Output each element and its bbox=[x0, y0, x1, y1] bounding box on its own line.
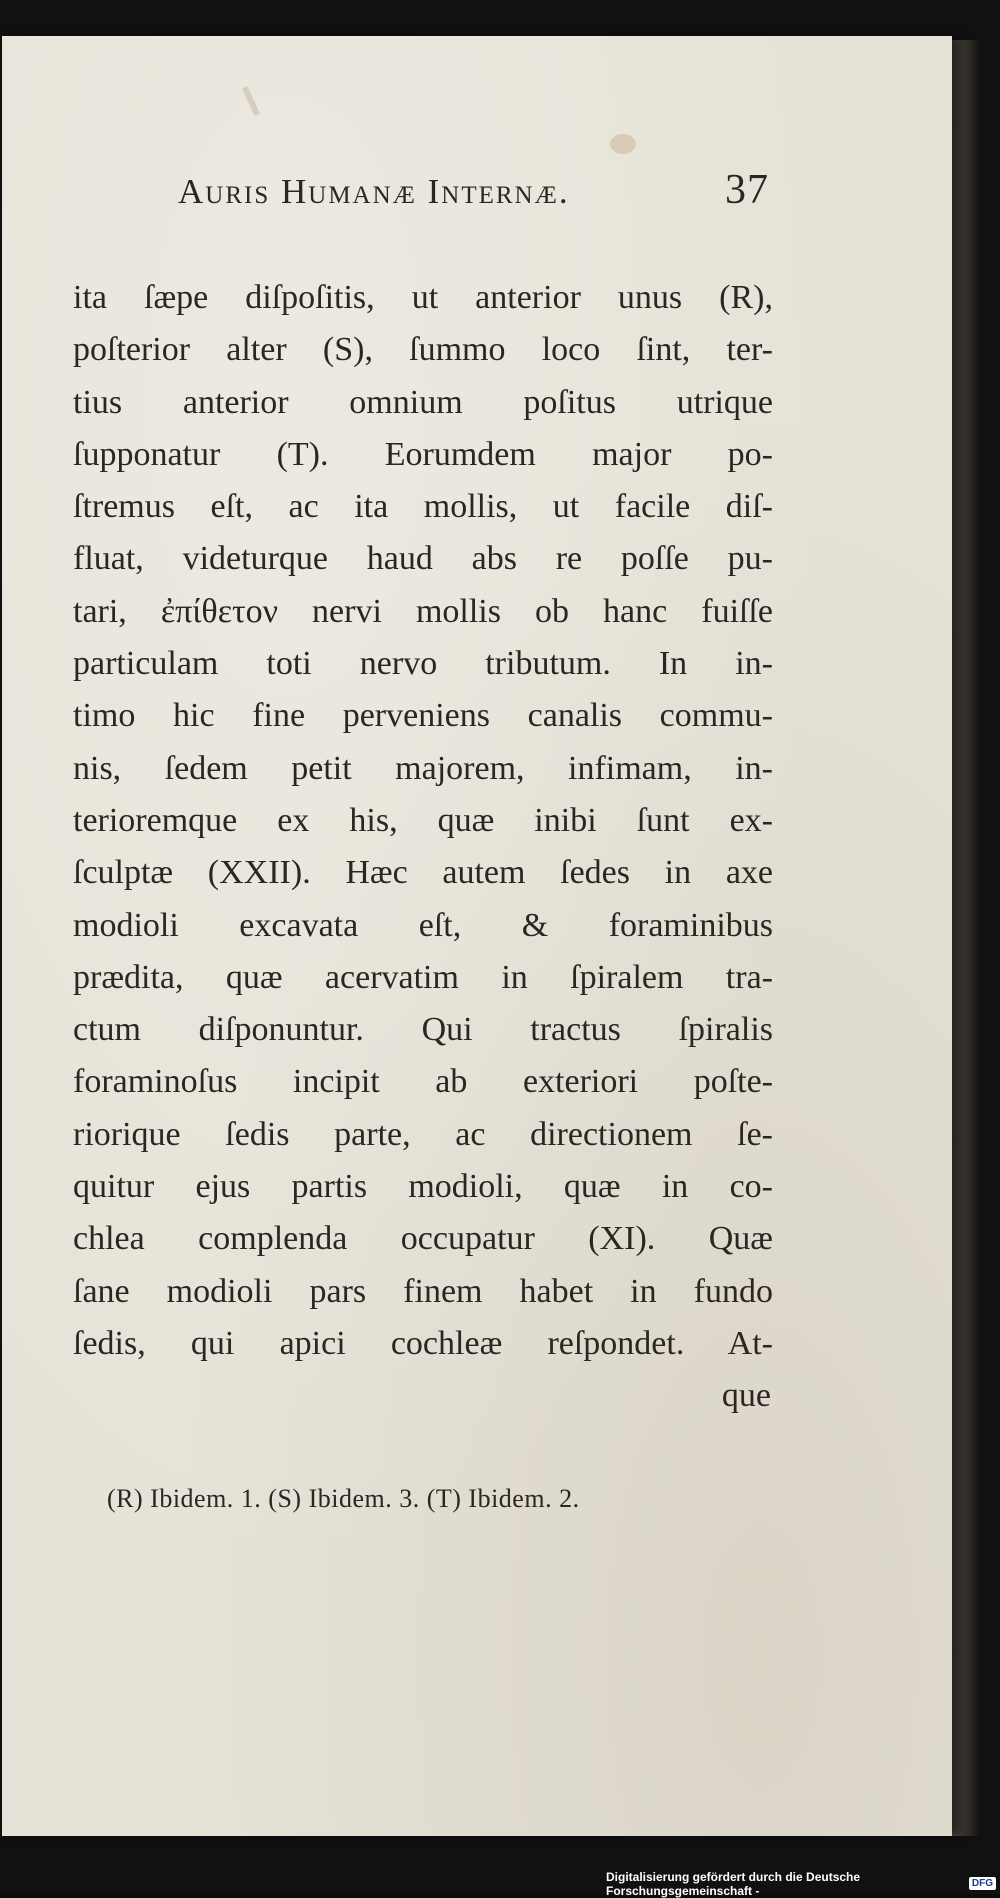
text-line: particulam toti nervo tributum. In in- bbox=[73, 645, 773, 683]
text-line: ſculptæ (XXII). Hæc autem ſedes in axe bbox=[73, 854, 773, 892]
text-line: ſtremus eſt, ac ita mollis, ut facile diſ- bbox=[73, 488, 773, 526]
text-line: chlea complenda occupatur (XI). Quæ bbox=[73, 1220, 773, 1258]
running-title: Auris Humanæ Internæ. bbox=[178, 172, 570, 211]
text-line: ita ſæpe diſpoſitis, ut anterior unus (R), bbox=[73, 279, 773, 316]
page-number: 37 bbox=[725, 167, 769, 213]
text-line: prædita, quæ acervatim in ſpiralem tra- bbox=[73, 958, 773, 996]
text-line: ctum diſponuntur. Qui tractus ſpiralis bbox=[73, 1011, 773, 1049]
text-line: tari, ἐπίθετον nervi mollis ob hanc fuiſſe bbox=[73, 592, 773, 630]
text-line: ſane modioli pars finem habet in fundo bbox=[73, 1272, 773, 1310]
text-line: poſterior alter (S), ſummo loco ſint, ter- bbox=[73, 331, 773, 369]
footnote: (R) Ibidem. 1. (S) Ibidem. 3. (T) Ibidem. 2. bbox=[107, 1484, 580, 1513]
text-line: ſupponatur (T). Eorumdem major po- bbox=[73, 435, 773, 473]
paper-stain bbox=[610, 134, 636, 154]
credit-text: Digitalisierung gefördert durch die Deutsche Forschungsgemeinschaft - bbox=[606, 1869, 861, 1898]
text-line: foraminoſus incipit ab exteriori poſte- bbox=[73, 1063, 773, 1101]
text-line: riorique ſedis parte, ac directionem ſe- bbox=[73, 1115, 773, 1153]
text-line: modioli excavata eſt, & foraminibus bbox=[73, 906, 773, 944]
text-line: ſedis, qui apici cochleæ reſpondet. At- bbox=[73, 1324, 773, 1362]
book-page bbox=[2, 36, 952, 1836]
digitization-credit bbox=[606, 1869, 1000, 1898]
text-line: terioremque ex his, quæ inibi ſunt ex- bbox=[73, 801, 773, 839]
catchword: que bbox=[721, 1377, 771, 1415]
text-line: quitur ejus partis modioli, quæ in co- bbox=[73, 1168, 773, 1206]
paper-mark bbox=[242, 86, 260, 116]
text-line: timo hic fine perveniens canalis commu- bbox=[73, 697, 773, 735]
text-line: tius anterior omnium poſitus utrique bbox=[73, 383, 773, 421]
dfg-logo: DFG bbox=[969, 1877, 996, 1890]
body-text bbox=[73, 272, 773, 1423]
text-line: fluat, videturque haud abs re poſſe pu- bbox=[73, 540, 773, 578]
page-edge bbox=[952, 40, 980, 1836]
text-line: nis, ſedem petit majorem, infimam, in- bbox=[73, 749, 773, 787]
running-header bbox=[178, 164, 778, 224]
